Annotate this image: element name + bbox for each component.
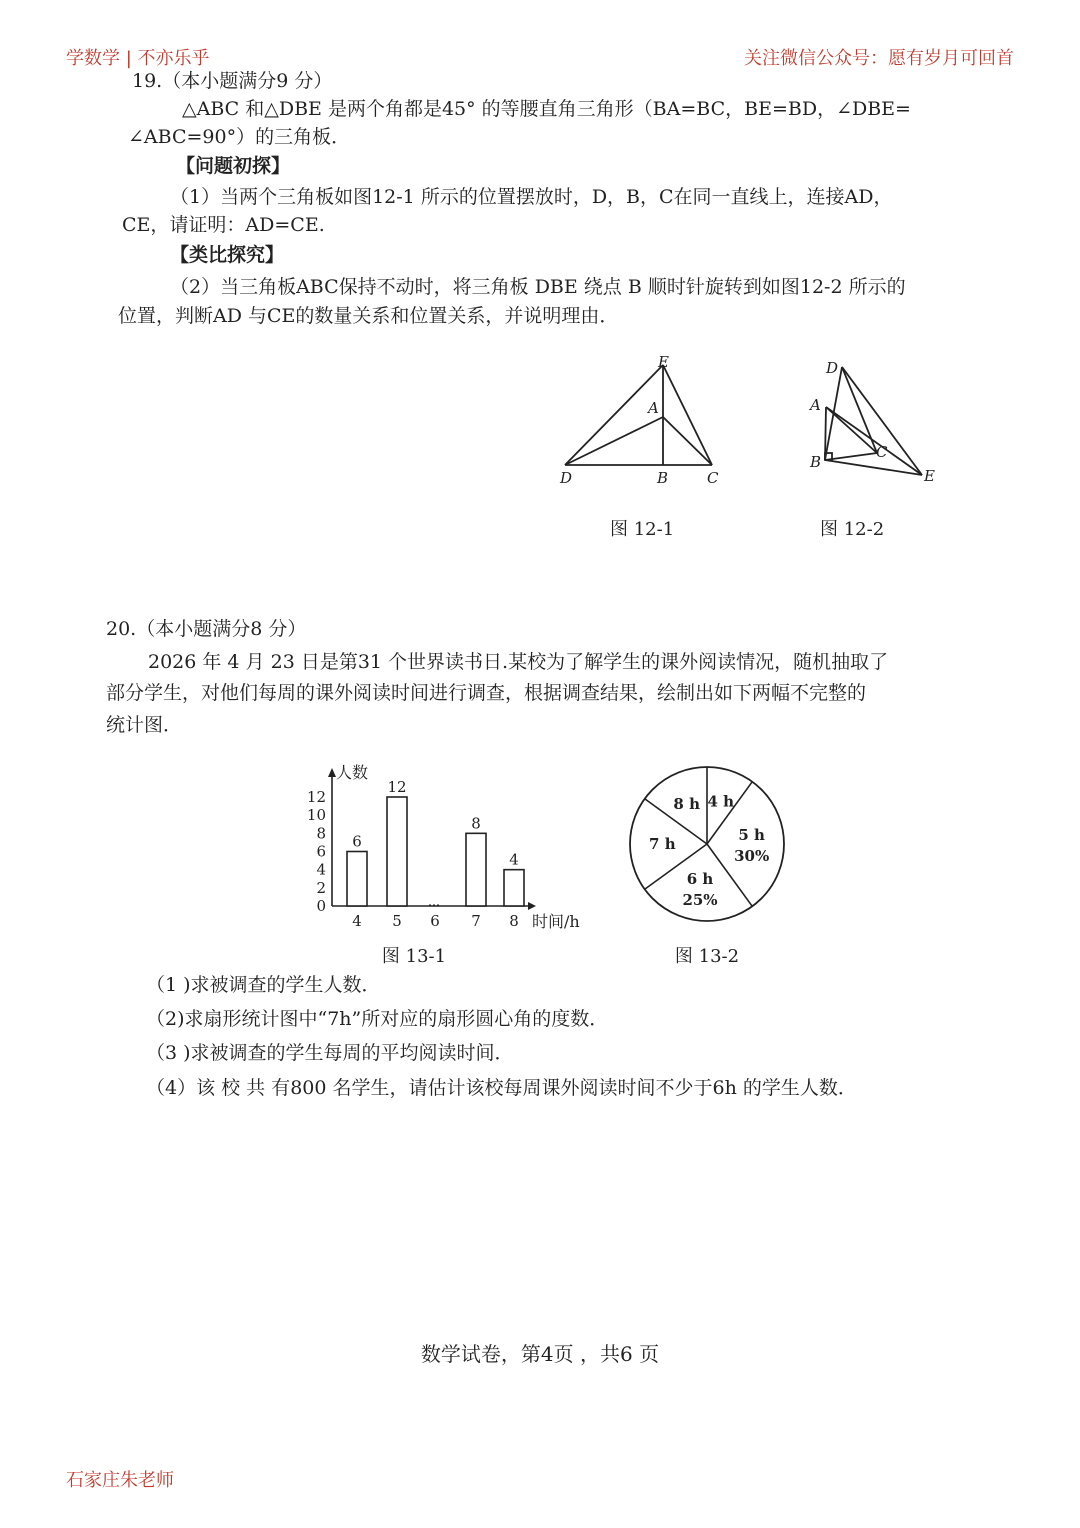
q19-intro-line1: △ABC 和△DBE 是两个角都是45° 的等腰直角三角形（BA=BC，BE=BD，∠DBE=: [182, 98, 911, 120]
q20-title: 20.（本小题满分8 分）: [106, 618, 307, 640]
bar-4h: [347, 852, 367, 907]
bar-chart-13-1: [296, 752, 596, 974]
q19-part1-line1: （1）当两个三角板如图12-1 所示的位置摆放时，D，B，C在同一直线上，连接AD，: [170, 186, 893, 208]
page-footer: 数学试卷，第4页 ，共6 页: [420, 1342, 660, 1366]
fig2-caption: 图 12-2: [820, 519, 885, 540]
bar-y-tick-2: 2: [316, 878, 326, 897]
bar-x-tick-5: 5: [392, 912, 402, 930]
fig2-label-B: B: [810, 453, 822, 471]
fig2-segment-DC: [842, 367, 877, 453]
pie-chart-13-2: [622, 760, 792, 975]
fig2-label-E: E: [924, 467, 935, 485]
pie-label-7h: 7 h: [649, 835, 676, 853]
bar-x-label: 时间/h: [532, 912, 580, 931]
bar-x-tick-4: 4: [352, 912, 362, 930]
figure-12-2: [800, 345, 960, 550]
bar-y-tick-8: 8: [316, 824, 326, 843]
fig1-segment-EC: [663, 365, 712, 465]
fig2-segment-AE: [826, 407, 922, 475]
fig2-label-C: C: [876, 443, 888, 461]
bar-caption: 图 13-1: [381, 946, 447, 967]
pie-label-6h: 6 h: [686, 870, 714, 889]
bar-y-tick-10: 10: [306, 806, 326, 825]
fig2-segment-BE: [825, 460, 922, 475]
bar-label-8h: 4: [509, 850, 519, 869]
fig1-label-D: D: [560, 469, 573, 487]
fig2-label-A: A: [810, 396, 821, 414]
bar-label-7h: 8: [471, 814, 481, 833]
q19-section-explore: 【问题初探】: [176, 155, 291, 177]
bar-x-axis-arrow: [528, 902, 536, 910]
fig1-segment-AC: [663, 417, 712, 465]
bar-x-tick-6: 6: [430, 912, 440, 930]
q19-part1-line2: CE，请证明：AD=CE.: [122, 214, 325, 236]
q20-sub4: （4）该 校 共 有800 名学生，请估计该校每周课外阅读时间不少于6h 的学生人数．: [146, 1077, 857, 1099]
q19-part2-line1: （2）当三角板ABC保持不动时，将三角板 DBE 绕点 B 顺时针旋转到如图12-2 所示的: [170, 276, 906, 298]
bar-label-4h: 6: [352, 832, 362, 851]
q20-intro-line1: 2026 年 4 月 23 日是第31 个世界读书日.某校为了解学生的课外阅读情况，随机抽取了: [148, 651, 889, 673]
pie-label-4h: 4 h: [707, 792, 735, 811]
fig1-caption: 图 12-1: [610, 519, 675, 540]
bar-y-label: 人数: [336, 763, 369, 782]
fig1-segment-DA: [565, 417, 663, 465]
pie-percent-6h: 25%: [682, 891, 718, 910]
pie-label-5h: 5 h: [738, 826, 765, 844]
q19-title: 19.（本小题满分9 分）: [132, 70, 333, 92]
bar-y-tick-12: 12: [306, 788, 326, 806]
fig2-label-D: D: [826, 359, 839, 377]
q20-intro-line3: 统计图．: [106, 714, 183, 736]
q19-intro-line2: ∠ABC=90°）的三角板．: [128, 126, 351, 148]
q19-section-analogy: 【类比探究】: [170, 244, 285, 266]
q19-part2-line2: 位置，判断AD 与CE的数量关系和位置关系，并说明理由．: [118, 305, 619, 327]
bar-7h: [466, 833, 486, 906]
fig2-segment-AB: [825, 407, 826, 460]
figure-12-1: [540, 345, 740, 550]
pie-caption: 图 13-2: [674, 946, 740, 967]
fig1-label-C: C: [707, 469, 719, 487]
bar-y-tick-6: 6: [316, 842, 326, 861]
q20-sub3: （3 )求被调查的学生每周的平均阅读时间．: [146, 1042, 514, 1064]
fig1-label-B: B: [657, 469, 669, 487]
bar-x-tick-8: 8: [509, 912, 519, 930]
pie-percent-5h: 30%: [734, 847, 770, 865]
header-left-brand: 学数学 | 不亦乐乎: [66, 48, 210, 69]
footer-author: 石家庄朱老师: [66, 1470, 174, 1491]
q20-sub1: （1 )求被调查的学生人数．: [146, 974, 381, 996]
fig1-label-A: A: [648, 399, 659, 417]
bar-y-tick-0: 0: [316, 897, 326, 915]
fig2-segment-AC: [826, 407, 877, 453]
bar-x-tick-7: 7: [471, 912, 481, 930]
pie-label-8h: 8 h: [673, 795, 701, 814]
bar-8h: [504, 870, 524, 906]
bar-5h: [387, 797, 407, 906]
q20-intro-line2: 部分学生，对他们每周的课外阅读时间进行调查，根据调查结果，绘制出如下两幅不完整的: [106, 682, 867, 704]
bar-y-axis-arrow: [328, 768, 336, 777]
fig1-label-E: E: [658, 353, 669, 371]
header-right-wechat: 关注微信公众号：愿有岁月可回首: [744, 48, 1014, 69]
q20-sub2: （2)求扇形统计图中“7h”所对应的扇形圆心角的度数．: [146, 1008, 609, 1030]
bar-label-5h: 12: [387, 778, 407, 796]
bar-y-tick-4: 4: [316, 860, 326, 879]
